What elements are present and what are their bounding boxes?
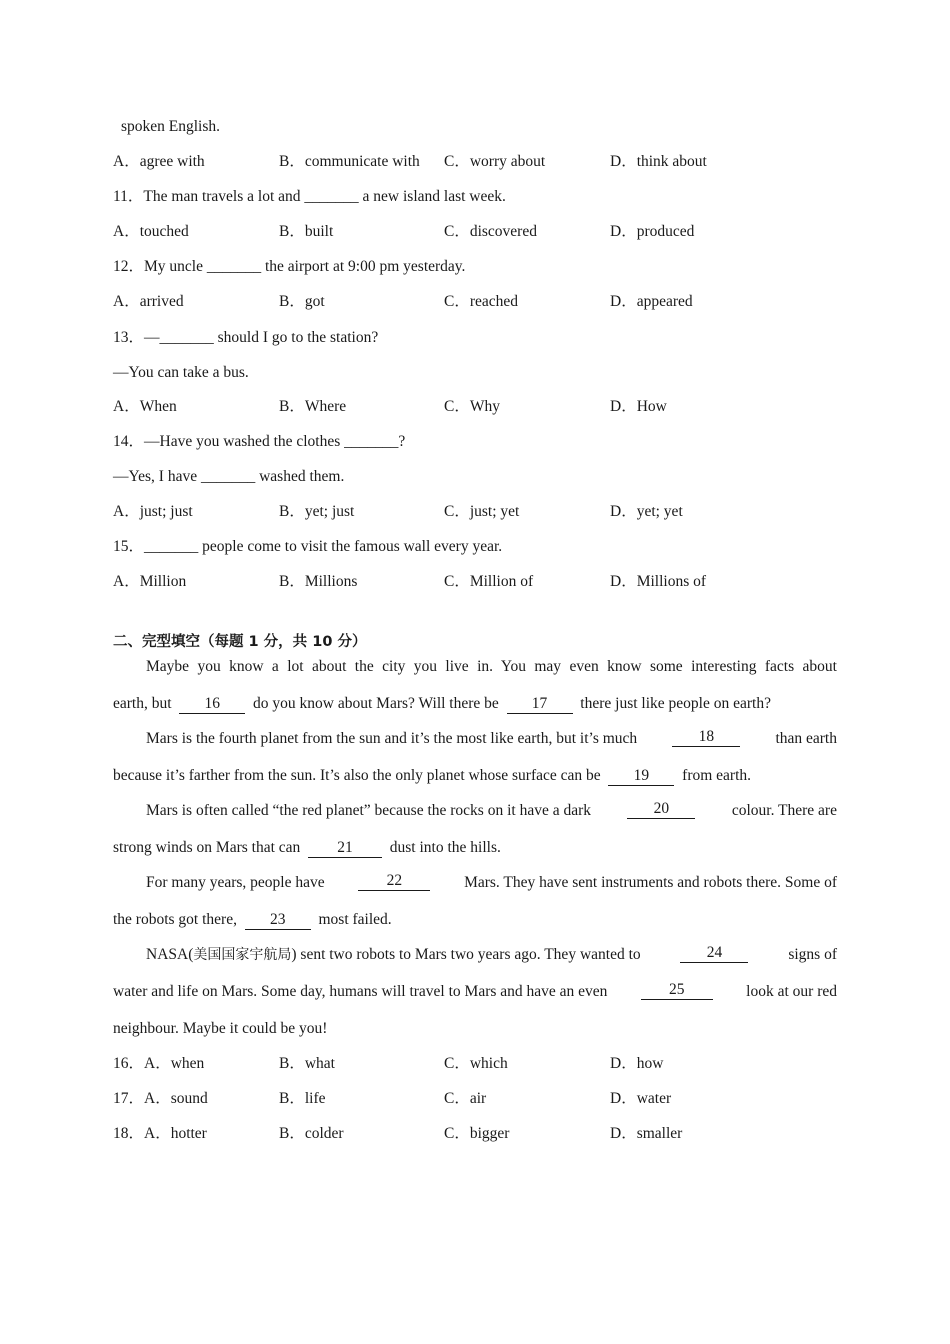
p3-text-a: Mars is often called “the red planet” because the rocks on it have a dark [146, 802, 592, 819]
q18-option-b: B．colder [279, 1125, 344, 1142]
q15-stem-part-1: 15． [113, 538, 145, 555]
q12-option-a: A．arrived [113, 293, 184, 310]
p1-text-a: earth, but [113, 695, 172, 712]
section-2-title: 二、完型填空（每题 1 分，共 10 分） [113, 634, 367, 650]
q12-option-b: B．got [279, 293, 325, 310]
q14-option-c: C．just; yet [444, 503, 520, 520]
q11-stem-part-1: 11．The man travels a lot and [113, 188, 301, 205]
q17-option-a: 17．A．sound [113, 1090, 208, 1107]
q18-option-d: D．smaller [610, 1125, 683, 1142]
p3-text-d: dust into the hills. [389, 839, 501, 856]
q12-blank: _______ [206, 258, 262, 275]
p4-text-c: the robots got there, [113, 911, 237, 928]
q13-stem-part-2: should I go to the station? [217, 329, 379, 346]
p3-text-c: strong winds on Mars that can [113, 839, 301, 856]
q14-option-d: D．yet; yet [610, 503, 683, 520]
passage-p2-line-2 [113, 766, 751, 786]
question-14-stem [113, 432, 405, 452]
q14-stem-part-1: 14．—Have you washed the clothes [113, 433, 341, 450]
q16-option-c: C．which [444, 1055, 508, 1072]
passage-p5-line-2 [113, 982, 837, 1002]
q18-option-c: C．bigger [444, 1125, 510, 1142]
q11-option-c: C．discovered [444, 223, 537, 240]
q14-reply-blank: _______ [200, 468, 256, 485]
blank-16: 16 [179, 696, 245, 714]
p4-text-b: Mars. They have sent instruments and robots there. Some of [464, 874, 837, 891]
q17-option-d: D．water [610, 1090, 672, 1107]
q14-option-b: B．yet; just [279, 503, 355, 520]
blank-24: 24 [680, 945, 748, 963]
q11-option-b: B．built [279, 223, 334, 240]
q18-option-a: 18．A．hotter [113, 1125, 207, 1142]
q15-blank: _______ [144, 538, 199, 555]
passage-p4-line-1 [146, 873, 837, 893]
p5-text-b: ) sent two robots to Mars two years ago. They wanted to [291, 946, 641, 963]
q16-option-b: B．what [279, 1055, 335, 1072]
q17-option-b: B．life [279, 1090, 326, 1107]
p5-text-e: look at our red [746, 983, 837, 1000]
passage-p3-line-2 [113, 838, 501, 858]
q10-option-d: D．think about [610, 153, 707, 170]
question-10-continuation: spoken English. [121, 118, 221, 135]
q12-stem-part-1: 12．My uncle [113, 258, 203, 275]
p2-text-d: from earth. [682, 767, 752, 784]
q13-stem-part-1: 13．— [113, 329, 160, 346]
q16-option-a: 16．A．when [113, 1055, 205, 1072]
q12-option-c: C．reached [444, 293, 519, 310]
q13-blank: _______ [159, 329, 214, 346]
q14-reply [113, 467, 344, 487]
passage-p5-line-3: neighbour. Maybe it could be you! [113, 1020, 328, 1037]
question-12-stem [113, 257, 465, 277]
q15-option-d: D．Millions of [610, 573, 707, 590]
blank-23: 23 [245, 912, 311, 930]
p5-nasa-chinese: 美国国家宇航局 [193, 947, 292, 963]
p5-text-d: water and life on Mars. Some day, humans will travel to Mars and have an even [113, 983, 608, 1000]
blank-18: 18 [672, 729, 740, 747]
p1-text-c: there just like people on earth? [580, 695, 771, 712]
q13-reply: —You can take a bus. [113, 364, 249, 381]
passage-p1-line-2 [113, 694, 771, 714]
passage-p3-line-1 [146, 801, 837, 821]
question-13-stem [113, 328, 378, 348]
question-15-stem [113, 537, 502, 557]
p5-text-a [146, 945, 641, 965]
q13-option-d: D．How [610, 398, 667, 415]
passage-p5-line-1 [146, 945, 837, 965]
q11-option-a: A．touched [113, 223, 189, 240]
q12-stem-part-2: the airport at 9:00 pm yesterday. [264, 258, 466, 275]
p1-text-b: do you know about Mars? Will there be [253, 695, 499, 712]
blank-17: 17 [507, 696, 573, 714]
blank-22: 22 [358, 873, 430, 891]
p3-text-b: colour. There are [731, 802, 837, 819]
p4-text-a: For many years, people have [146, 874, 325, 891]
q12-option-d: D．appeared [610, 293, 693, 310]
q11-stem-part-2: a new island last week. [362, 188, 506, 205]
q15-stem-part-2: people come to visit the famous wall every year. [202, 538, 503, 555]
q14-blank: _______ [344, 433, 399, 450]
passage-p4-line-2 [113, 910, 392, 930]
q14-reply-part-1: —Yes, I have [113, 468, 198, 485]
q15-option-b: B．Millions [279, 573, 358, 590]
q13-option-b: B．Where [279, 398, 347, 415]
p5-text-c: signs of [788, 946, 837, 963]
question-11-stem [113, 187, 506, 207]
q10-option-b: B．communicate with [279, 153, 420, 170]
q14-reply-part-2: washed them. [259, 468, 345, 485]
q11-blank: _______ [304, 188, 359, 205]
q13-option-c: C．Why [444, 398, 500, 415]
q10-option-c: C．worry about [444, 153, 546, 170]
passage-p1-line-1: Maybe you know a lot about the city you live in. You may even know some interesting facts about [146, 658, 837, 675]
p5-nasa: NASA( [146, 946, 194, 963]
q14-stem-part-2: ? [398, 433, 406, 450]
q16-option-d: D．how [610, 1055, 664, 1072]
q15-option-a: A．Million [113, 573, 187, 590]
q11-option-d: D．produced [610, 223, 695, 240]
q14-option-a: A．just; just [113, 503, 193, 520]
passage-p2-line-1 [146, 729, 837, 749]
blank-19: 19 [608, 768, 674, 786]
q17-option-c: C．air [444, 1090, 487, 1107]
blank-20: 20 [627, 801, 695, 819]
blank-21: 21 [308, 840, 382, 858]
p2-text-b: than earth [775, 730, 837, 747]
q15-option-c: C．Million of [444, 573, 534, 590]
q10-option-a: A．agree with [113, 153, 205, 170]
p2-text-c: because it’s farther from the sun. It’s also the only planet whose surface can be [113, 767, 601, 784]
p2-text-a: Mars is the fourth planet from the sun and it’s the most like earth, but it’s much [146, 730, 638, 747]
p4-text-d: most failed. [318, 911, 392, 928]
q13-option-a: A．When [113, 398, 177, 415]
blank-25: 25 [641, 982, 713, 1000]
